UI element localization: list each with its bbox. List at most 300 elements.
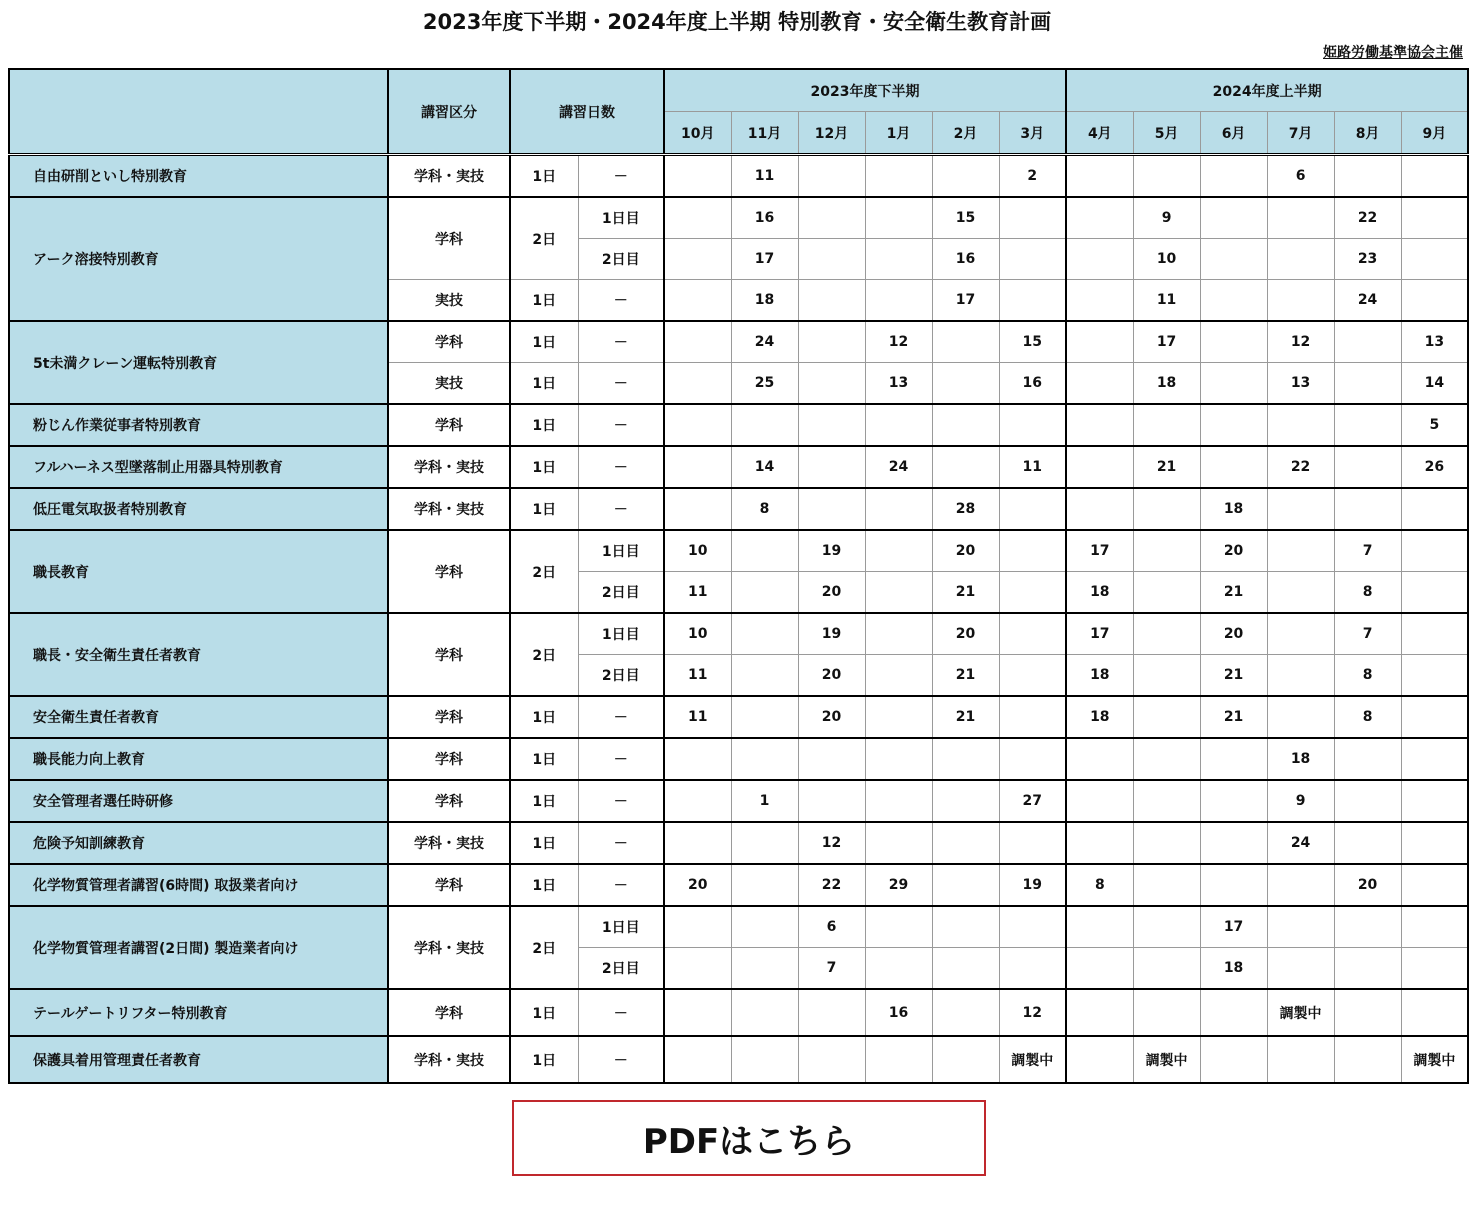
date-cell xyxy=(1267,948,1334,990)
date-cell: 11 xyxy=(1133,280,1200,322)
date-cell xyxy=(1267,696,1334,738)
header-month: 7月 xyxy=(1267,112,1334,155)
date-cell xyxy=(865,655,932,697)
date-cell: 7 xyxy=(798,948,865,990)
date-cell xyxy=(1066,906,1133,948)
date-cell xyxy=(932,864,999,906)
header-month: 1月 xyxy=(865,112,932,155)
course-name: 化学物質管理者講習(6時間) 取扱業者向け xyxy=(9,864,388,906)
date-cell xyxy=(865,780,932,822)
date-cell xyxy=(865,197,932,239)
table-row xyxy=(9,613,1468,655)
date-cell xyxy=(932,780,999,822)
date-cell xyxy=(731,948,798,990)
course-category: 学科 xyxy=(388,864,510,906)
date-cell xyxy=(1401,613,1468,655)
course-part: － xyxy=(578,488,664,530)
date-cell xyxy=(1066,363,1133,405)
date-cell: 17 xyxy=(1133,321,1200,363)
course-part: － xyxy=(578,696,664,738)
date-cell: 13 xyxy=(1401,321,1468,363)
date-cell xyxy=(1066,1036,1133,1083)
organizer-label: 姫路労働基準協会主催 xyxy=(1323,45,1463,61)
date-cell: 18 xyxy=(1200,488,1267,530)
date-cell xyxy=(1066,239,1133,280)
date-cell xyxy=(1200,404,1267,446)
date-cell xyxy=(865,488,932,530)
date-cell: 22 xyxy=(1267,446,1334,488)
date-cell xyxy=(1066,948,1133,990)
date-cell: 19 xyxy=(999,864,1066,906)
date-cell xyxy=(1200,780,1267,822)
date-cell: 11 xyxy=(999,446,1066,488)
course-part: 1日目 xyxy=(578,197,664,239)
date-cell xyxy=(932,321,999,363)
date-cell: 11 xyxy=(664,572,731,614)
date-cell xyxy=(999,404,1066,446)
date-cell: 17 xyxy=(1200,906,1267,948)
date-cell xyxy=(1133,488,1200,530)
table-row xyxy=(9,404,1468,446)
date-cell: 12 xyxy=(999,989,1066,1036)
course-name: 自由研削といし特別教育 xyxy=(9,155,388,198)
table-row xyxy=(9,530,1468,572)
course-category: 学科・実技 xyxy=(388,446,510,488)
date-cell: 11 xyxy=(731,155,798,198)
date-cell: 8 xyxy=(1334,696,1401,738)
date-cell xyxy=(798,280,865,322)
date-cell xyxy=(664,446,731,488)
table-row xyxy=(9,155,1468,198)
date-cell xyxy=(1267,488,1334,530)
date-cell xyxy=(1267,197,1334,239)
course-category: 学科 xyxy=(388,613,510,696)
date-cell xyxy=(1133,822,1200,864)
date-cell xyxy=(1200,1036,1267,1083)
header-days: 講習日数 xyxy=(510,69,664,155)
course-days: 1日 xyxy=(510,404,578,446)
course-part: 2日目 xyxy=(578,239,664,280)
date-cell: 28 xyxy=(932,488,999,530)
date-cell xyxy=(1066,321,1133,363)
table-row xyxy=(9,1036,1468,1083)
schedule-body xyxy=(9,155,1468,1084)
date-cell: 12 xyxy=(865,321,932,363)
date-cell: 21 xyxy=(932,696,999,738)
date-cell: 21 xyxy=(1200,696,1267,738)
date-cell xyxy=(999,822,1066,864)
date-cell: 11 xyxy=(664,655,731,697)
date-cell: 14 xyxy=(731,446,798,488)
date-cell xyxy=(731,864,798,906)
date-cell xyxy=(731,613,798,655)
date-cell xyxy=(1401,696,1468,738)
course-part: － xyxy=(578,1036,664,1083)
date-cell xyxy=(664,197,731,239)
date-cell: 20 xyxy=(798,696,865,738)
date-cell xyxy=(999,696,1066,738)
date-cell xyxy=(664,280,731,322)
date-cell xyxy=(1401,488,1468,530)
date-cell: 8 xyxy=(731,488,798,530)
date-cell: 10 xyxy=(664,613,731,655)
date-cell xyxy=(731,738,798,780)
date-cell xyxy=(664,906,731,948)
date-cell xyxy=(865,696,932,738)
date-cell: 13 xyxy=(865,363,932,405)
header-course xyxy=(9,69,388,155)
date-cell xyxy=(999,738,1066,780)
date-cell: 16 xyxy=(932,239,999,280)
course-days: 1日 xyxy=(510,280,578,322)
date-cell: 20 xyxy=(798,655,865,697)
date-cell: 8 xyxy=(1334,572,1401,614)
course-category: 学科 xyxy=(388,696,510,738)
date-cell xyxy=(798,155,865,198)
date-cell xyxy=(664,155,731,198)
date-cell xyxy=(731,572,798,614)
date-cell xyxy=(999,280,1066,322)
date-cell: 調製中 xyxy=(1133,1036,1200,1083)
course-name: フルハーネス型墜落制止用器具特別教育 xyxy=(9,446,388,488)
date-cell xyxy=(798,363,865,405)
date-cell xyxy=(1267,572,1334,614)
date-cell xyxy=(1401,948,1468,990)
date-cell xyxy=(731,1036,798,1083)
date-cell: 20 xyxy=(932,530,999,572)
date-cell xyxy=(1133,948,1200,990)
date-cell xyxy=(1267,530,1334,572)
date-cell xyxy=(865,738,932,780)
date-cell xyxy=(1267,613,1334,655)
date-cell xyxy=(932,1036,999,1083)
date-cell xyxy=(798,404,865,446)
date-cell xyxy=(1200,989,1267,1036)
date-cell xyxy=(1066,404,1133,446)
course-days: 1日 xyxy=(510,696,578,738)
date-cell: 21 xyxy=(932,655,999,697)
course-name: 安全衛生責任者教育 xyxy=(9,696,388,738)
date-cell xyxy=(1267,864,1334,906)
course-name: 職長教育 xyxy=(9,530,388,613)
course-part: － xyxy=(578,989,664,1036)
date-cell xyxy=(932,155,999,198)
course-name: 安全管理者選任時研修 xyxy=(9,780,388,822)
date-cell xyxy=(664,239,731,280)
date-cell xyxy=(1334,155,1401,198)
course-category: 学科 xyxy=(388,197,510,280)
date-cell xyxy=(865,906,932,948)
date-cell xyxy=(1066,197,1133,239)
course-category: 実技 xyxy=(388,363,510,405)
date-cell: 16 xyxy=(865,989,932,1036)
course-category: 学科・実技 xyxy=(388,1036,510,1083)
date-cell xyxy=(1401,989,1468,1036)
date-cell: 10 xyxy=(1133,239,1200,280)
date-cell xyxy=(999,948,1066,990)
date-cell xyxy=(664,1036,731,1083)
header-month: 10月 xyxy=(664,112,731,155)
date-cell xyxy=(1066,155,1133,198)
date-cell xyxy=(1133,906,1200,948)
date-cell xyxy=(1066,780,1133,822)
date-cell xyxy=(1066,446,1133,488)
table-row xyxy=(9,321,1468,363)
table-row xyxy=(9,822,1468,864)
course-category: 学科 xyxy=(388,404,510,446)
date-cell: 22 xyxy=(798,864,865,906)
date-cell xyxy=(999,572,1066,614)
date-cell: 15 xyxy=(999,321,1066,363)
course-category: 学科 xyxy=(388,321,510,363)
date-cell xyxy=(1401,280,1468,322)
date-cell xyxy=(731,655,798,697)
date-cell: 24 xyxy=(1334,280,1401,322)
date-cell: 18 xyxy=(1066,696,1133,738)
date-cell xyxy=(664,822,731,864)
date-cell xyxy=(1401,822,1468,864)
date-cell xyxy=(798,239,865,280)
date-cell xyxy=(1133,655,1200,697)
date-cell xyxy=(1066,488,1133,530)
date-cell xyxy=(664,780,731,822)
course-name: テールゲートリフター特別教育 xyxy=(9,989,388,1036)
date-cell xyxy=(1334,906,1401,948)
course-part: － xyxy=(578,404,664,446)
course-category: 学科・実技 xyxy=(388,155,510,198)
date-cell xyxy=(865,530,932,572)
course-name: 化学物質管理者講習(2日間) 製造業者向け xyxy=(9,906,388,989)
date-cell xyxy=(999,906,1066,948)
course-part: － xyxy=(578,780,664,822)
date-cell xyxy=(798,446,865,488)
course-part: － xyxy=(578,321,664,363)
date-cell xyxy=(1133,613,1200,655)
date-cell xyxy=(1133,404,1200,446)
course-category: 学科 xyxy=(388,780,510,822)
date-cell xyxy=(798,488,865,530)
date-cell xyxy=(1401,155,1468,198)
header-month: 5月 xyxy=(1133,112,1200,155)
date-cell xyxy=(865,948,932,990)
date-cell xyxy=(731,906,798,948)
pdf-link-button[interactable]: PDFはこちら xyxy=(512,1100,986,1176)
date-cell xyxy=(731,989,798,1036)
date-cell xyxy=(798,321,865,363)
date-cell xyxy=(664,363,731,405)
course-name: アーク溶接特別教育 xyxy=(9,197,388,321)
date-cell xyxy=(1133,572,1200,614)
table-row xyxy=(9,197,1468,239)
date-cell xyxy=(664,989,731,1036)
course-days: 2日 xyxy=(510,613,578,696)
date-cell xyxy=(1334,948,1401,990)
course-category: 学科 xyxy=(388,989,510,1036)
date-cell xyxy=(1334,363,1401,405)
date-cell: 7 xyxy=(1334,613,1401,655)
date-cell: 26 xyxy=(1401,446,1468,488)
course-name: 職長能力向上教育 xyxy=(9,738,388,780)
course-category: 学科・実技 xyxy=(388,488,510,530)
date-cell xyxy=(1133,696,1200,738)
date-cell: 17 xyxy=(1066,530,1133,572)
course-part: 1日目 xyxy=(578,530,664,572)
date-cell xyxy=(865,822,932,864)
date-cell: 6 xyxy=(1267,155,1334,198)
date-cell xyxy=(798,989,865,1036)
date-cell xyxy=(999,655,1066,697)
date-cell: 18 xyxy=(1267,738,1334,780)
date-cell xyxy=(999,197,1066,239)
date-cell xyxy=(1267,404,1334,446)
date-cell xyxy=(1066,738,1133,780)
date-cell: 21 xyxy=(1133,446,1200,488)
table-row xyxy=(9,864,1468,906)
table-row xyxy=(9,989,1468,1036)
date-cell: 調製中 xyxy=(999,1036,1066,1083)
date-cell xyxy=(1133,530,1200,572)
date-cell xyxy=(731,530,798,572)
date-cell xyxy=(1334,488,1401,530)
date-cell xyxy=(1334,738,1401,780)
date-cell xyxy=(1200,321,1267,363)
date-cell: 16 xyxy=(999,363,1066,405)
date-cell: 18 xyxy=(1066,655,1133,697)
course-category: 学科・実技 xyxy=(388,906,510,989)
date-cell: 21 xyxy=(932,572,999,614)
course-part: 1日目 xyxy=(578,613,664,655)
header-half-2023: 2023年度下半期 xyxy=(664,69,1066,112)
table-row xyxy=(9,780,1468,822)
date-cell xyxy=(1133,864,1200,906)
course-days: 1日 xyxy=(510,864,578,906)
date-cell xyxy=(1133,155,1200,198)
course-part: － xyxy=(578,280,664,322)
header-month: 6月 xyxy=(1200,112,1267,155)
header-category: 講習区分 xyxy=(388,69,510,155)
date-cell xyxy=(1267,906,1334,948)
date-cell: 調製中 xyxy=(1267,989,1334,1036)
date-cell xyxy=(1267,239,1334,280)
date-cell xyxy=(1200,363,1267,405)
course-part: － xyxy=(578,822,664,864)
table-row xyxy=(9,446,1468,488)
date-cell xyxy=(999,239,1066,280)
course-category: 学科・実技 xyxy=(388,822,510,864)
date-cell xyxy=(731,696,798,738)
date-cell xyxy=(1401,780,1468,822)
course-part: 2日目 xyxy=(578,655,664,697)
course-days: 1日 xyxy=(510,989,578,1036)
date-cell xyxy=(1267,280,1334,322)
date-cell: 24 xyxy=(865,446,932,488)
date-cell xyxy=(664,948,731,990)
date-cell xyxy=(1401,197,1468,239)
table-row xyxy=(9,906,1468,948)
date-cell xyxy=(932,948,999,990)
date-cell xyxy=(1066,989,1133,1036)
date-cell xyxy=(1334,780,1401,822)
date-cell xyxy=(1066,822,1133,864)
course-name: 低圧電気取扱者特別教育 xyxy=(9,488,388,530)
course-days: 1日 xyxy=(510,446,578,488)
header-month: 11月 xyxy=(731,112,798,155)
date-cell: 16 xyxy=(731,197,798,239)
date-cell: 20 xyxy=(1200,530,1267,572)
date-cell xyxy=(1401,530,1468,572)
date-cell: 9 xyxy=(1267,780,1334,822)
date-cell xyxy=(932,404,999,446)
course-category: 実技 xyxy=(388,280,510,322)
date-cell: 12 xyxy=(1267,321,1334,363)
date-cell: 18 xyxy=(731,280,798,322)
date-cell xyxy=(1200,446,1267,488)
course-part: － xyxy=(578,155,664,198)
course-days: 2日 xyxy=(510,906,578,989)
course-name: 危険予知訓練教育 xyxy=(9,822,388,864)
date-cell xyxy=(999,488,1066,530)
date-cell: 20 xyxy=(1200,613,1267,655)
date-cell xyxy=(1066,280,1133,322)
date-cell: 17 xyxy=(731,239,798,280)
course-category: 学科 xyxy=(388,738,510,780)
date-cell: 15 xyxy=(932,197,999,239)
date-cell xyxy=(1334,446,1401,488)
course-days: 2日 xyxy=(510,197,578,280)
date-cell xyxy=(1334,321,1401,363)
date-cell xyxy=(865,239,932,280)
date-cell xyxy=(1401,655,1468,697)
date-cell: 13 xyxy=(1267,363,1334,405)
date-cell: 18 xyxy=(1133,363,1200,405)
course-days: 1日 xyxy=(510,321,578,363)
date-cell xyxy=(865,404,932,446)
course-name: 保護具着用管理責任者教育 xyxy=(9,1036,388,1083)
table-row xyxy=(9,696,1468,738)
course-part: － xyxy=(578,864,664,906)
course-days: 1日 xyxy=(510,1036,578,1083)
date-cell xyxy=(798,197,865,239)
header-month: 4月 xyxy=(1066,112,1133,155)
course-days: 1日 xyxy=(510,488,578,530)
date-cell: 19 xyxy=(798,613,865,655)
date-cell xyxy=(664,321,731,363)
date-cell: 22 xyxy=(1334,197,1401,239)
date-cell: 8 xyxy=(1066,864,1133,906)
date-cell xyxy=(664,488,731,530)
date-cell: 19 xyxy=(798,530,865,572)
date-cell xyxy=(1401,906,1468,948)
date-cell xyxy=(865,572,932,614)
course-part: 2日目 xyxy=(578,572,664,614)
date-cell xyxy=(1200,155,1267,198)
date-cell: 25 xyxy=(731,363,798,405)
date-cell xyxy=(798,780,865,822)
date-cell: 8 xyxy=(1334,655,1401,697)
course-part: － xyxy=(578,738,664,780)
header-month: 9月 xyxy=(1401,112,1468,155)
date-cell xyxy=(932,989,999,1036)
course-part: － xyxy=(578,446,664,488)
course-name: 粉じん作業従事者特別教育 xyxy=(9,404,388,446)
date-cell: 24 xyxy=(731,321,798,363)
date-cell xyxy=(932,446,999,488)
course-part: － xyxy=(578,363,664,405)
date-cell xyxy=(1200,864,1267,906)
table-row xyxy=(9,738,1468,780)
date-cell xyxy=(865,1036,932,1083)
date-cell: 27 xyxy=(999,780,1066,822)
